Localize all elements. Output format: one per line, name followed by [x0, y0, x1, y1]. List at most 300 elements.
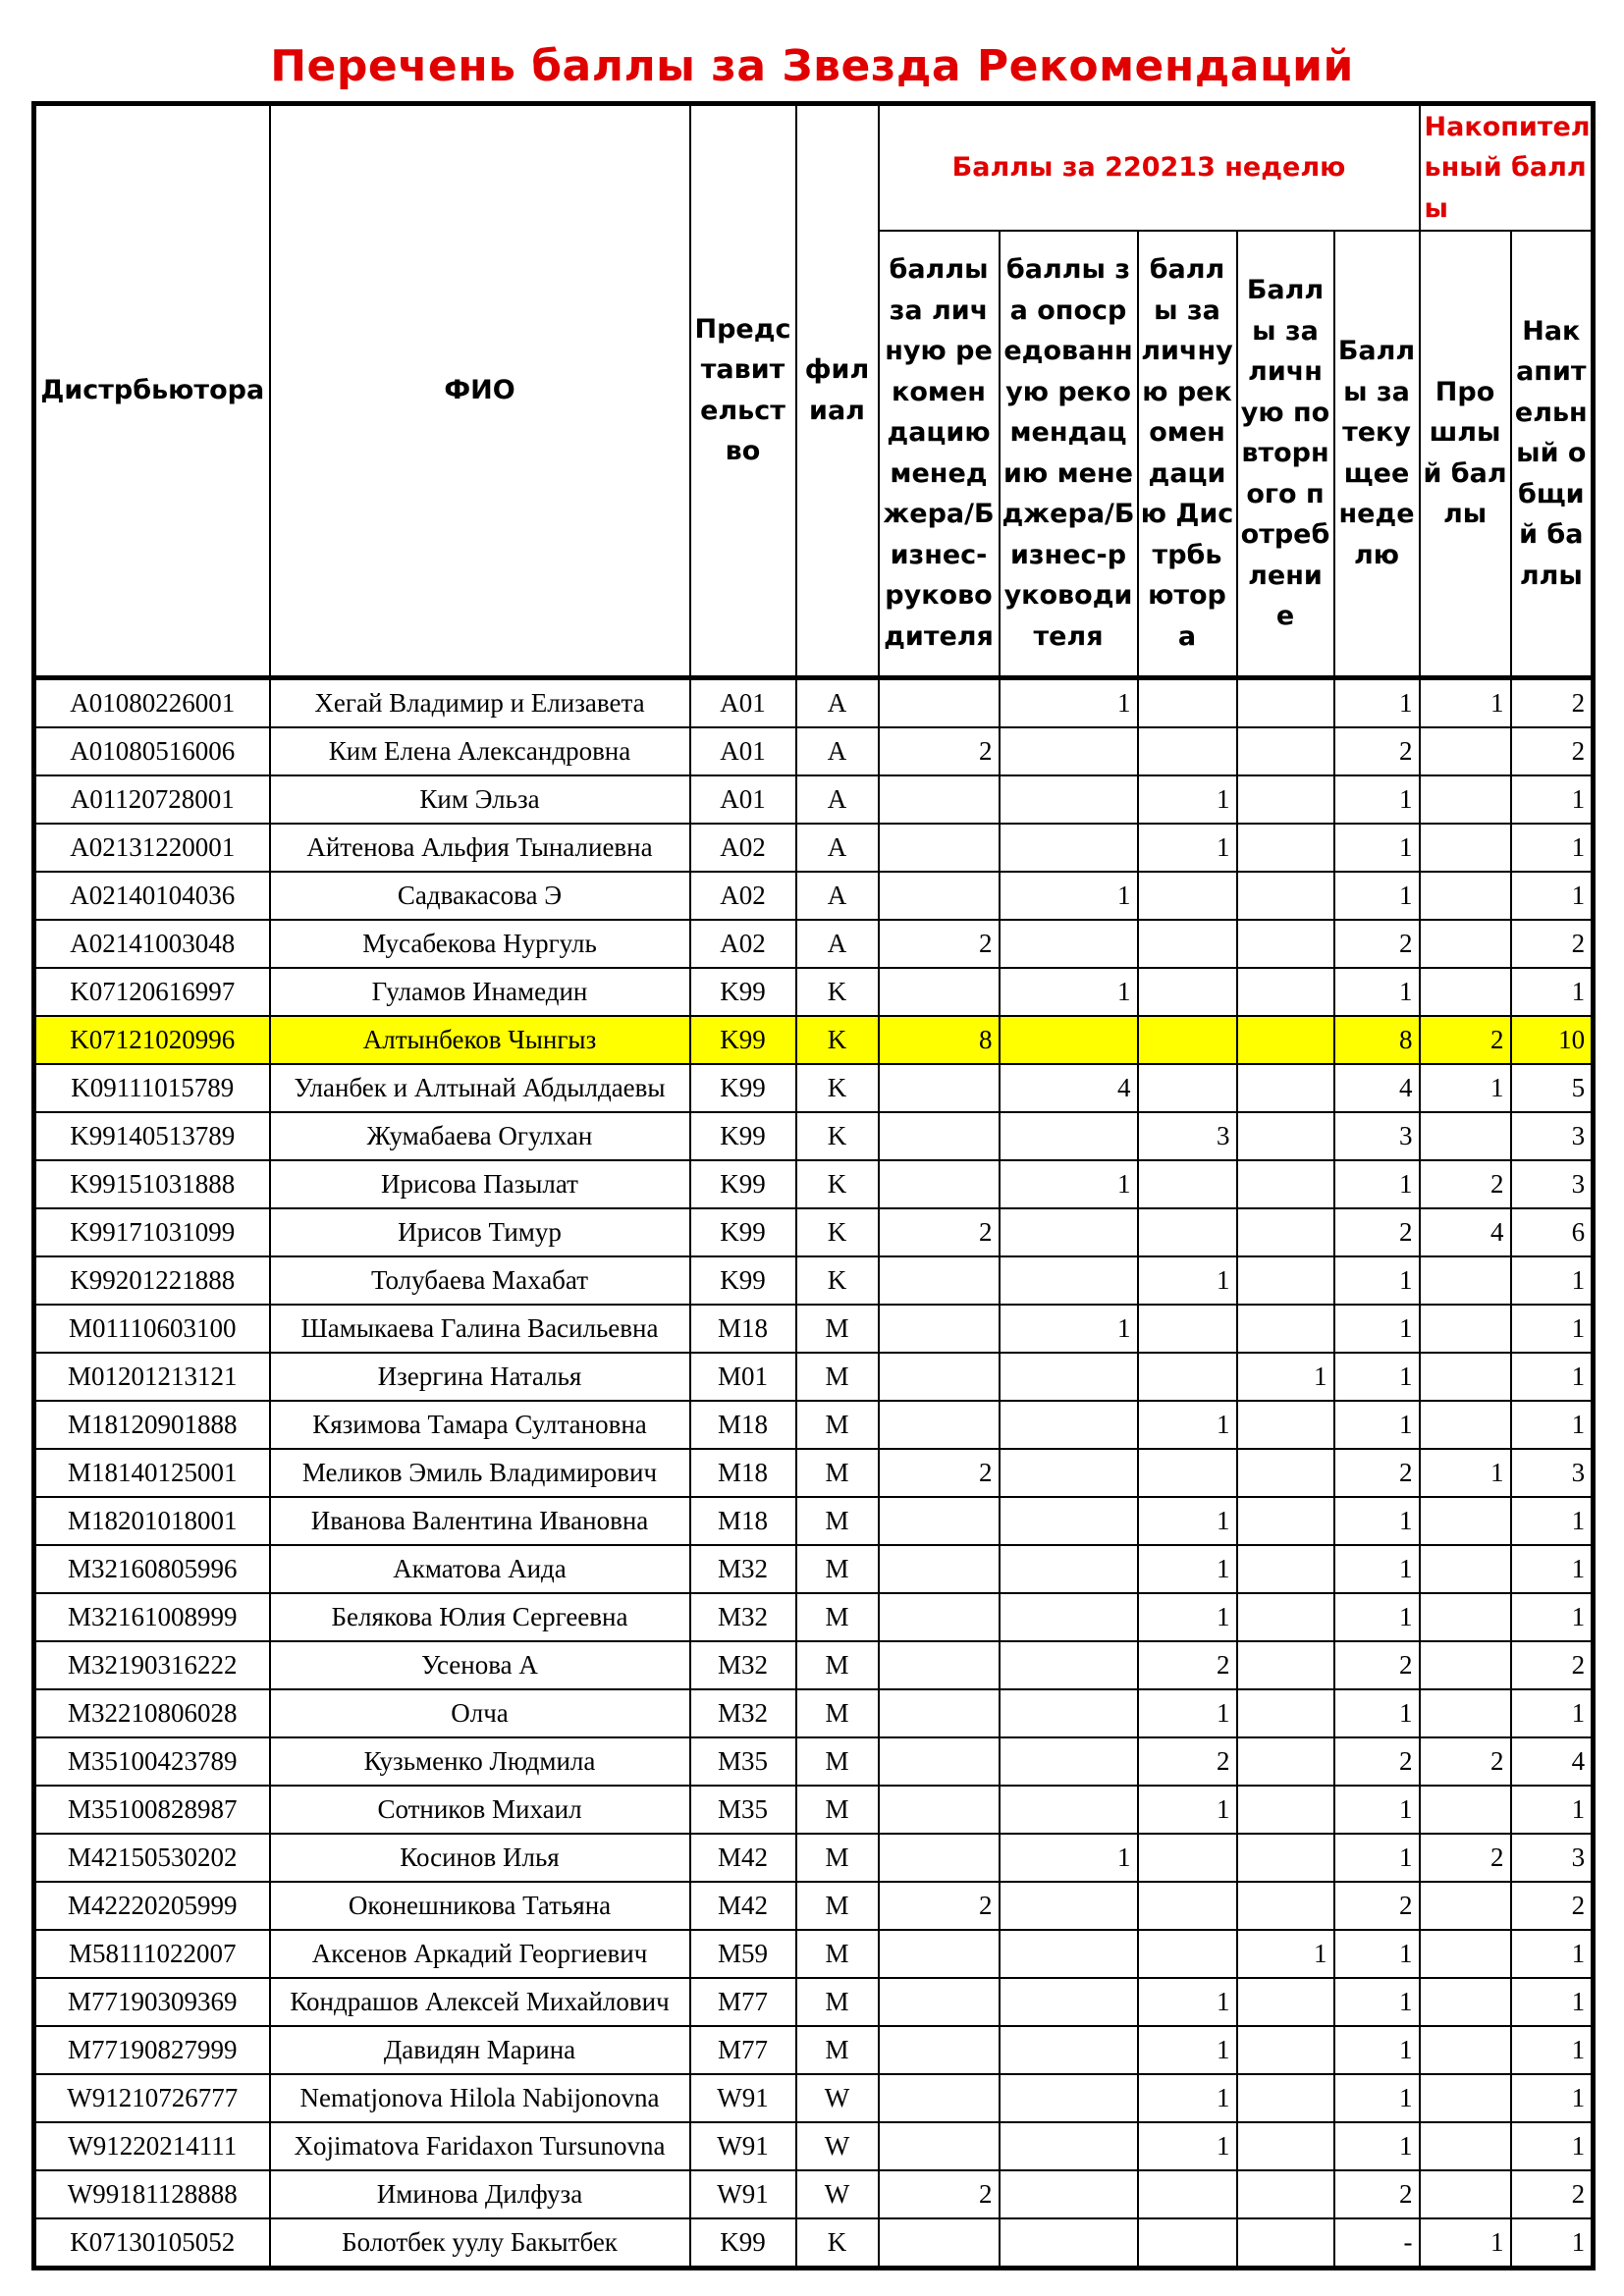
week-total-cell: 1	[1334, 775, 1420, 824]
table-body	[34, 677, 1594, 2268]
week-total-cell: 1	[1334, 872, 1420, 920]
table-row	[34, 1641, 1594, 1689]
indirect-mgr-cell	[1000, 2122, 1138, 2170]
accum-total-cell: 1	[1511, 1545, 1594, 1593]
branch-cell: W	[796, 2170, 879, 2218]
week-total-cell: 2	[1334, 727, 1420, 775]
week-total-cell: 1	[1334, 1593, 1420, 1641]
table-row	[34, 1064, 1594, 1112]
week-total-cell: 1	[1334, 1305, 1420, 1353]
distributor-id-cell: M32210806028	[34, 1689, 270, 1737]
representative-cell: M77	[690, 2026, 796, 2074]
distributor-id-cell: A02141003048	[34, 920, 270, 968]
accum-total-cell: 2	[1511, 2170, 1594, 2218]
accum-total-cell: 2	[1511, 677, 1594, 727]
fio-cell: Мусабекова Нургуль	[270, 920, 690, 968]
personal-mgr-cell	[879, 1401, 1000, 1449]
repeat-cell: 1	[1237, 1930, 1334, 1978]
indirect-mgr-cell	[1000, 1978, 1138, 2026]
indirect-mgr-cell	[1000, 1786, 1138, 1834]
distributor-id-cell: A01120728001	[34, 775, 270, 824]
branch-cell: A	[796, 727, 879, 775]
personal-dist-cell: 1	[1138, 1689, 1237, 1737]
table-row	[34, 1449, 1594, 1497]
table-row	[34, 677, 1594, 727]
week-total-cell: 1	[1334, 824, 1420, 872]
distributor-id-cell: M42220205999	[34, 1882, 270, 1930]
repeat-cell	[1237, 1160, 1334, 1208]
personal-dist-cell: 1	[1138, 1978, 1237, 2026]
personal-mgr-cell	[879, 1497, 1000, 1545]
personal-dist-cell	[1138, 968, 1237, 1016]
accum-total-cell: 1	[1511, 1256, 1594, 1305]
header-branch: филиал	[796, 104, 879, 678]
representative-cell: A01	[690, 775, 796, 824]
personal-dist-cell	[1138, 1305, 1237, 1353]
accum-total-cell: 1	[1511, 1305, 1594, 1353]
table-row	[34, 1305, 1594, 1353]
header-distributor: Дистрбьютора	[34, 104, 270, 678]
week-total-cell: -	[1334, 2218, 1420, 2269]
fio-cell: Садвакасова Э	[270, 872, 690, 920]
repeat-cell	[1237, 920, 1334, 968]
personal-mgr-cell	[879, 824, 1000, 872]
week-total-cell: 1	[1334, 2026, 1420, 2074]
indirect-mgr-cell	[1000, 1256, 1138, 1305]
fio-cell: Меликов Эмиль Владимирович	[270, 1449, 690, 1497]
branch-cell: M	[796, 1497, 879, 1545]
repeat-cell	[1237, 677, 1334, 727]
scores-table	[31, 101, 1596, 2270]
week-total-cell: 1	[1334, 2074, 1420, 2122]
accum-total-cell: 2	[1511, 920, 1594, 968]
fio-cell: Кузьменко Людмила	[270, 1737, 690, 1786]
table-row	[34, 1497, 1594, 1545]
week-total-cell: 2	[1334, 1449, 1420, 1497]
accum-total-cell: 1	[1511, 1786, 1594, 1834]
personal-mgr-cell: 8	[879, 1016, 1000, 1064]
fio-cell: Иминова Дилфуза	[270, 2170, 690, 2218]
header-repeat: Баллы за личную повторного потребление	[1237, 231, 1334, 677]
accum-total-cell: 5	[1511, 1064, 1594, 1112]
personal-mgr-cell	[879, 1305, 1000, 1353]
indirect-mgr-cell	[1000, 1689, 1138, 1737]
accum-total-cell: 1	[1511, 824, 1594, 872]
personal-dist-cell	[1138, 2170, 1237, 2218]
past-cell	[1420, 872, 1511, 920]
table-row	[34, 1978, 1594, 2026]
representative-cell: K99	[690, 1112, 796, 1160]
week-total-cell: 8	[1334, 1016, 1420, 1064]
past-cell	[1420, 2170, 1511, 2218]
repeat-cell	[1237, 2122, 1334, 2170]
branch-cell: M	[796, 1930, 879, 1978]
personal-mgr-cell	[879, 1930, 1000, 1978]
week-total-cell: 1	[1334, 1786, 1420, 1834]
branch-cell: M	[796, 1593, 879, 1641]
week-total-cell: 1	[1334, 1930, 1420, 1978]
past-cell: 2	[1420, 1016, 1511, 1064]
week-total-cell: 2	[1334, 1737, 1420, 1786]
repeat-cell	[1237, 1737, 1334, 1786]
distributor-id-cell: A02140104036	[34, 872, 270, 920]
branch-cell: A	[796, 824, 879, 872]
week-total-cell: 2	[1334, 1882, 1420, 1930]
fio-cell: Ким Эльза	[270, 775, 690, 824]
accum-total-cell: 1	[1511, 1353, 1594, 1401]
past-cell	[1420, 1353, 1511, 1401]
repeat-cell	[1237, 1834, 1334, 1882]
indirect-mgr-cell: 1	[1000, 1834, 1138, 1882]
distributor-id-cell: M18201018001	[34, 1497, 270, 1545]
table-row	[34, 968, 1594, 1016]
repeat-cell	[1237, 824, 1334, 872]
past-cell	[1420, 2122, 1511, 2170]
personal-mgr-cell	[879, 1689, 1000, 1737]
personal-mgr-cell	[879, 1256, 1000, 1305]
personal-mgr-cell	[879, 2122, 1000, 2170]
table-row	[34, 824, 1594, 872]
table-row	[34, 1930, 1594, 1978]
branch-cell: W	[796, 2074, 879, 2122]
representative-cell: M18	[690, 1497, 796, 1545]
fio-cell: Оконешникова Татьяна	[270, 1882, 690, 1930]
indirect-mgr-cell	[1000, 1208, 1138, 1256]
header-fio: ФИО	[270, 104, 690, 678]
branch-cell: K	[796, 1256, 879, 1305]
distributor-id-cell: A01080226001	[34, 677, 270, 727]
accum-total-cell: 1	[1511, 872, 1594, 920]
indirect-mgr-cell	[1000, 1016, 1138, 1064]
representative-cell: M18	[690, 1449, 796, 1497]
personal-dist-cell: 1	[1138, 2074, 1237, 2122]
header-week-total: Баллы за текущее неделю	[1334, 231, 1420, 677]
table-row	[34, 1353, 1594, 1401]
indirect-mgr-cell: 1	[1000, 872, 1138, 920]
table-row	[34, 775, 1594, 824]
indirect-mgr-cell	[1000, 824, 1138, 872]
personal-mgr-cell	[879, 1737, 1000, 1786]
repeat-cell	[1237, 872, 1334, 920]
table-row	[34, 2122, 1594, 2170]
personal-dist-cell	[1138, 1930, 1237, 1978]
personal-mgr-cell	[879, 1593, 1000, 1641]
distributor-id-cell: W99181128888	[34, 2170, 270, 2218]
branch-cell: M	[796, 1305, 879, 1353]
indirect-mgr-cell	[1000, 2170, 1138, 2218]
week-total-cell: 1	[1334, 2122, 1420, 2170]
repeat-cell	[1237, 1497, 1334, 1545]
branch-cell: M	[796, 1545, 879, 1593]
fio-cell: Уланбек и Алтынай Абдылдаевы	[270, 1064, 690, 1112]
header-indirect-mgr: баллы за опосредованную рекомендацию менеджера/Бизнес-руководителя	[1000, 231, 1138, 677]
branch-cell: K	[796, 1208, 879, 1256]
personal-mgr-cell	[879, 2074, 1000, 2122]
accum-total-cell: 4	[1511, 1737, 1594, 1786]
past-cell	[1420, 824, 1511, 872]
table-row	[34, 1882, 1594, 1930]
distributor-id-cell: K99151031888	[34, 1160, 270, 1208]
indirect-mgr-cell	[1000, 1737, 1138, 1786]
distributor-id-cell: M18120901888	[34, 1401, 270, 1449]
personal-dist-cell	[1138, 1449, 1237, 1497]
branch-cell: A	[796, 920, 879, 968]
fio-cell: Сотников Михаил	[270, 1786, 690, 1834]
distributor-id-cell: M42150530202	[34, 1834, 270, 1882]
accum-total-cell: 1	[1511, 1497, 1594, 1545]
personal-dist-cell	[1138, 1882, 1237, 1930]
accum-total-cell: 6	[1511, 1208, 1594, 1256]
repeat-cell	[1237, 2170, 1334, 2218]
past-cell	[1420, 1497, 1511, 1545]
representative-cell: K99	[690, 1208, 796, 1256]
distributor-id-cell: M77190309369	[34, 1978, 270, 2026]
repeat-cell	[1237, 968, 1334, 1016]
repeat-cell	[1237, 1401, 1334, 1449]
indirect-mgr-cell	[1000, 1497, 1138, 1545]
fio-cell: Гуламов Инамедин	[270, 968, 690, 1016]
accum-total-cell: 1	[1511, 1401, 1594, 1449]
repeat-cell	[1237, 1545, 1334, 1593]
branch-cell: A	[796, 872, 879, 920]
past-cell	[1420, 1978, 1511, 2026]
distributor-id-cell: M58111022007	[34, 1930, 270, 1978]
representative-cell: W91	[690, 2074, 796, 2122]
personal-dist-cell: 1	[1138, 1786, 1237, 1834]
branch-cell: M	[796, 1353, 879, 1401]
week-total-cell: 1	[1334, 968, 1420, 1016]
personal-dist-cell	[1138, 920, 1237, 968]
fio-cell: Усенова А	[270, 1641, 690, 1689]
week-total-cell: 1	[1334, 677, 1420, 727]
table-row	[34, 1401, 1594, 1449]
past-cell	[1420, 1545, 1511, 1593]
distributor-id-cell: M32161008999	[34, 1593, 270, 1641]
personal-dist-cell	[1138, 2218, 1237, 2269]
accum-total-cell: 2	[1511, 1641, 1594, 1689]
fio-cell: Олча	[270, 1689, 690, 1737]
indirect-mgr-cell	[1000, 1353, 1138, 1401]
personal-mgr-cell: 2	[879, 2170, 1000, 2218]
week-total-cell: 1	[1334, 1978, 1420, 2026]
personal-dist-cell: 1	[1138, 2026, 1237, 2074]
past-cell	[1420, 1786, 1511, 1834]
fio-cell: Айтенова Альфия Тыналиевна	[270, 824, 690, 872]
fio-cell: Белякова Юлия Сергеевна	[270, 1593, 690, 1641]
personal-mgr-cell	[879, 872, 1000, 920]
fio-cell: Хегай Владимир и Елизавета	[270, 677, 690, 727]
table-row	[34, 2218, 1594, 2269]
accum-total-cell: 1	[1511, 2026, 1594, 2074]
distributor-id-cell: K07121020996	[34, 1016, 270, 1064]
personal-mgr-cell	[879, 1112, 1000, 1160]
past-cell: 2	[1420, 1834, 1511, 1882]
repeat-cell	[1237, 1112, 1334, 1160]
distributor-id-cell: M77190827999	[34, 2026, 270, 2074]
personal-mgr-cell: 2	[879, 920, 1000, 968]
indirect-mgr-cell	[1000, 1882, 1138, 1930]
representative-cell: W91	[690, 2122, 796, 2170]
fio-cell: Акматова Аида	[270, 1545, 690, 1593]
fio-cell: Xojimatova Faridaxon Tursunovna	[270, 2122, 690, 2170]
distributor-id-cell: M32160805996	[34, 1545, 270, 1593]
distributor-id-cell: A02131220001	[34, 824, 270, 872]
past-cell: 1	[1420, 1064, 1511, 1112]
indirect-mgr-cell: 1	[1000, 1160, 1138, 1208]
representative-cell: A01	[690, 677, 796, 727]
table-row	[34, 1834, 1594, 1882]
indirect-mgr-cell: 1	[1000, 1305, 1138, 1353]
personal-mgr-cell: 2	[879, 1882, 1000, 1930]
accum-total-cell: 1	[1511, 1978, 1594, 2026]
fio-cell: Косинов Илья	[270, 1834, 690, 1882]
table-row	[34, 1256, 1594, 1305]
past-cell	[1420, 2026, 1511, 2074]
personal-dist-cell: 1	[1138, 775, 1237, 824]
repeat-cell	[1237, 2026, 1334, 2074]
past-cell	[1420, 1641, 1511, 1689]
representative-cell: K99	[690, 1256, 796, 1305]
representative-cell: M18	[690, 1305, 796, 1353]
header-week-group: Баллы за 220213 неделю	[879, 104, 1420, 232]
branch-cell: M	[796, 2026, 879, 2074]
past-cell	[1420, 1401, 1511, 1449]
repeat-cell	[1237, 1593, 1334, 1641]
repeat-cell	[1237, 1786, 1334, 1834]
branch-cell: K	[796, 1064, 879, 1112]
fio-cell: Ким Елена Александровна	[270, 727, 690, 775]
representative-cell: M32	[690, 1641, 796, 1689]
past-cell	[1420, 1930, 1511, 1978]
personal-mgr-cell	[879, 1160, 1000, 1208]
repeat-cell	[1237, 1978, 1334, 2026]
branch-cell: M	[796, 1978, 879, 2026]
past-cell	[1420, 1689, 1511, 1737]
week-total-cell: 1	[1334, 1401, 1420, 1449]
distributor-id-cell: A01080516006	[34, 727, 270, 775]
representative-cell: M35	[690, 1786, 796, 1834]
accum-total-cell: 2	[1511, 1882, 1594, 1930]
branch-cell: M	[796, 1689, 879, 1737]
representative-cell: M18	[690, 1401, 796, 1449]
representative-cell: K99	[690, 1160, 796, 1208]
distributor-id-cell: W91210726777	[34, 2074, 270, 2122]
repeat-cell	[1237, 2218, 1334, 2269]
personal-dist-cell: 1	[1138, 1497, 1237, 1545]
representative-cell: M35	[690, 1737, 796, 1786]
repeat-cell	[1237, 775, 1334, 824]
header-row-top	[34, 104, 1594, 232]
accum-total-cell: 3	[1511, 1160, 1594, 1208]
past-cell	[1420, 968, 1511, 1016]
table-row	[34, 2026, 1594, 2074]
indirect-mgr-cell	[1000, 1930, 1138, 1978]
personal-mgr-cell	[879, 775, 1000, 824]
accum-total-cell: 3	[1511, 1112, 1594, 1160]
branch-cell: K	[796, 2218, 879, 2269]
representative-cell: M32	[690, 1545, 796, 1593]
personal-dist-cell	[1138, 1016, 1237, 1064]
table-row	[34, 1737, 1594, 1786]
distributor-id-cell: K99201221888	[34, 1256, 270, 1305]
personal-dist-cell	[1138, 1353, 1237, 1401]
representative-cell: K99	[690, 1016, 796, 1064]
representative-cell: K99	[690, 1064, 796, 1112]
repeat-cell	[1237, 727, 1334, 775]
fio-cell: Болотбек уулу Бакытбек	[270, 2218, 690, 2269]
branch-cell: K	[796, 1112, 879, 1160]
representative-cell: M32	[690, 1593, 796, 1641]
fio-cell: Толубаева Махабат	[270, 1256, 690, 1305]
branch-cell: M	[796, 1737, 879, 1786]
personal-mgr-cell: 2	[879, 1449, 1000, 1497]
past-cell: 2	[1420, 1737, 1511, 1786]
personal-dist-cell	[1138, 1208, 1237, 1256]
header-representative: Представительство	[690, 104, 796, 678]
table-row	[34, 1593, 1594, 1641]
personal-dist-cell: 2	[1138, 1737, 1237, 1786]
indirect-mgr-cell: 4	[1000, 1064, 1138, 1112]
week-total-cell: 2	[1334, 1208, 1420, 1256]
fio-cell: Давидян Марина	[270, 2026, 690, 2074]
repeat-cell	[1237, 1449, 1334, 1497]
branch-cell: K	[796, 968, 879, 1016]
representative-cell: M77	[690, 1978, 796, 2026]
fio-cell: Шамыкаева Галина Васильевна	[270, 1305, 690, 1353]
fio-cell: Ирисова Пазылат	[270, 1160, 690, 1208]
personal-mgr-cell	[879, 2218, 1000, 2269]
distributor-id-cell: M35100423789	[34, 1737, 270, 1786]
week-total-cell: 1	[1334, 1689, 1420, 1737]
branch-cell: M	[796, 1401, 879, 1449]
representative-cell: A02	[690, 824, 796, 872]
past-cell: 1	[1420, 1449, 1511, 1497]
week-total-cell: 1	[1334, 1160, 1420, 1208]
accum-total-cell: 1	[1511, 1593, 1594, 1641]
week-total-cell: 3	[1334, 1112, 1420, 1160]
fio-cell: Жумабаева Огулхан	[270, 1112, 690, 1160]
repeat-cell	[1237, 1641, 1334, 1689]
table-row	[34, 920, 1594, 968]
personal-dist-cell	[1138, 1160, 1237, 1208]
personal-dist-cell: 1	[1138, 1256, 1237, 1305]
repeat-cell	[1237, 1208, 1334, 1256]
table-row	[34, 2170, 1594, 2218]
personal-mgr-cell	[879, 1641, 1000, 1689]
representative-cell: M59	[690, 1930, 796, 1978]
personal-mgr-cell	[879, 968, 1000, 1016]
header-past: Прошлый баллы	[1420, 231, 1511, 677]
fio-cell: Nematjonova Hilola Nabijonovna	[270, 2074, 690, 2122]
repeat-cell	[1237, 1064, 1334, 1112]
indirect-mgr-cell	[1000, 2074, 1138, 2122]
repeat-cell	[1237, 2074, 1334, 2122]
personal-dist-cell: 1	[1138, 1545, 1237, 1593]
representative-cell: A02	[690, 872, 796, 920]
distributor-id-cell: M18140125001	[34, 1449, 270, 1497]
past-cell	[1420, 2074, 1511, 2122]
representative-cell: M42	[690, 1834, 796, 1882]
branch-cell: M	[796, 1786, 879, 1834]
indirect-mgr-cell: 1	[1000, 968, 1138, 1016]
repeat-cell	[1237, 1305, 1334, 1353]
header-accum-group: Накопительный баллы	[1420, 104, 1594, 232]
past-cell	[1420, 1593, 1511, 1641]
past-cell: 4	[1420, 1208, 1511, 1256]
indirect-mgr-cell	[1000, 1641, 1138, 1689]
representative-cell: W91	[690, 2170, 796, 2218]
past-cell	[1420, 727, 1511, 775]
